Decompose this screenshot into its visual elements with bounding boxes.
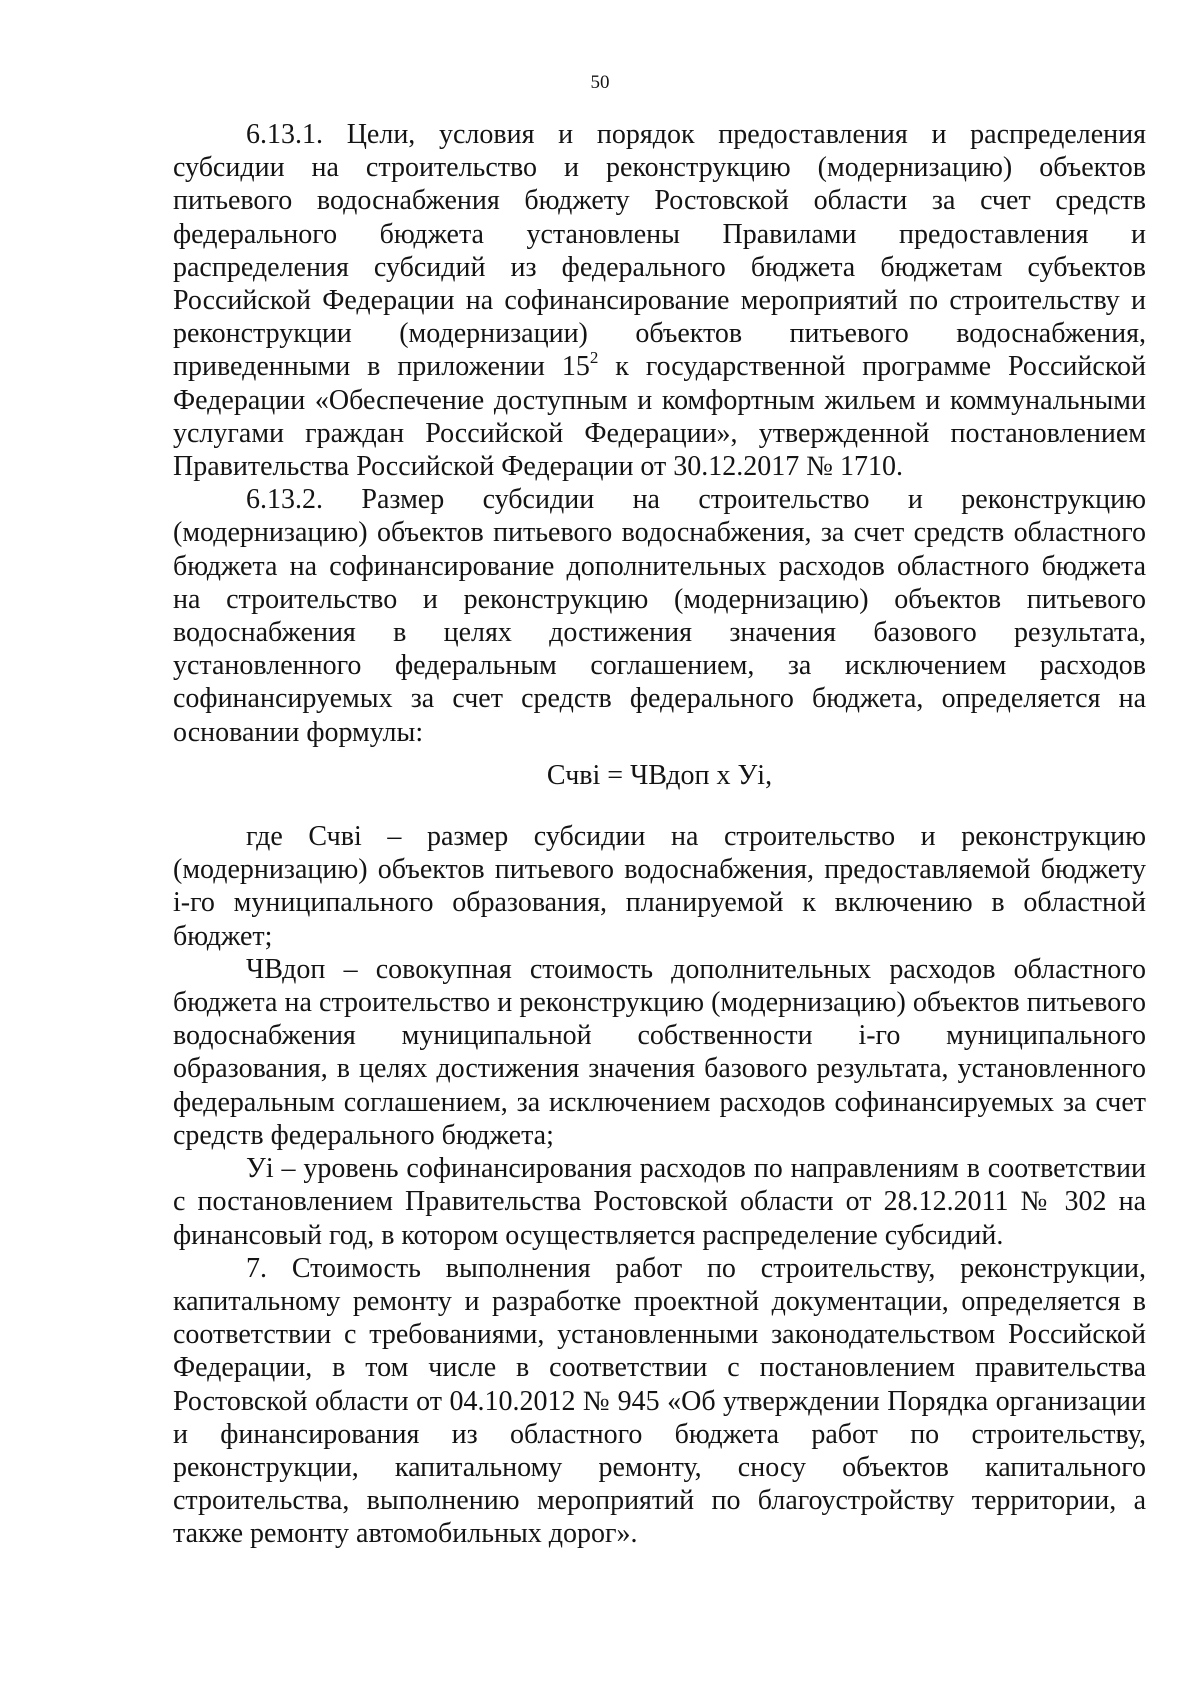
definition-schvi: где Счві – размер субсидии на строительство и реконструкцию (модернизацию) объектов питьевого водоснабжения, предоставляемой бюджету і-го муниципального образования, планируемой к включению в областной бюджет; [173,821,1146,952]
definition-chvdop: ЧВдоп – совокупная стоимость дополнительных расходов областного бюджета на строительство и реконструкцию (модернизацию) объектов питьевого водоснабжения муниципальной собственности і-го муниципального образования, в целях достижения значения базового результата, установленного федеральным соглашением, за исключением расходов софинансируемых за счет средств федерального бюджета; [173,953,1146,1151]
paragraph-6-13-1-text-start: 6.13.1. Цели, условия и порядок предоставления и распределения субсидии на строительство и реконструкцию (модернизацию) объектов питьевого водоснабжения бюджету Ростовской области за счет средств федерального бюджета установлены Правилами предоставления и распределения субсидий из федерального бюджета бюджетам субъектов Российской Федерации на софинансирование мероприятий по строительству и реконструкции (модернизации) объектов питьевого водоснабжения, приведенными в приложении 15 [173,119,1146,383]
definition-ui: Уі – уровень софинансирования расходов по направлениям в соответствии с постановлением Правительства Ростовской области от 28.12.2011 № 302 на финансовый год, в котором осуществляется распределение субсидий. [173,1153,1146,1251]
superscript-number: 2 [589,348,599,368]
document-body [173,118,1146,1551]
formula: Счві = ЧВдоп х Уі, [546,759,773,791]
paragraph-6-13-2: 6.13.2. Размер субсидии на строительство и реконструкцию (модернизацию) объектов питьевого водоснабжения, за счет средств областного бюджета на софинансирование дополнительных расходов областного бюджета на строительство и реконструкцию (модернизацию) объектов питьевого водоснабжения в целях достижения значения базового результата, установленного федеральным соглашением, за исключением расходов софинансируемых за счет средств федерального бюджета, определяется на основании формулы: [173,484,1146,748]
page-number: 50 [590,72,610,93]
paragraph-7: 7. Стоимость выполнения работ по строительству, реконструкции, капитальному ремонту и разработке проектной документации, определяется в соответствии с требованиями, установленными законодательством Российской Федерации, в том числе в соответствии с постановлением правительства Ростовской области от 04.10.2012 № 945 «Об утверждении Порядка организации и финансирования из областного бюджета работ по строительству, реконструкции, капитальному ремонту, сносу объектов капитального строительства, выполнению мероприятий по благоустройству территории, а также ремонту автомобильных дорог». [173,1252,1146,1550]
paragraph-6-13-1-text-end: к государственной программе Российской Федерации «Обеспечение доступным и комфортным жильем и коммунальными услугами граждан Российской Федерации», утвержденной постановлением Правительства Российской Федерации от 30.12.2017 № 1710. [173,351,1146,483]
paragraph-6-13-1 [173,118,1146,483]
